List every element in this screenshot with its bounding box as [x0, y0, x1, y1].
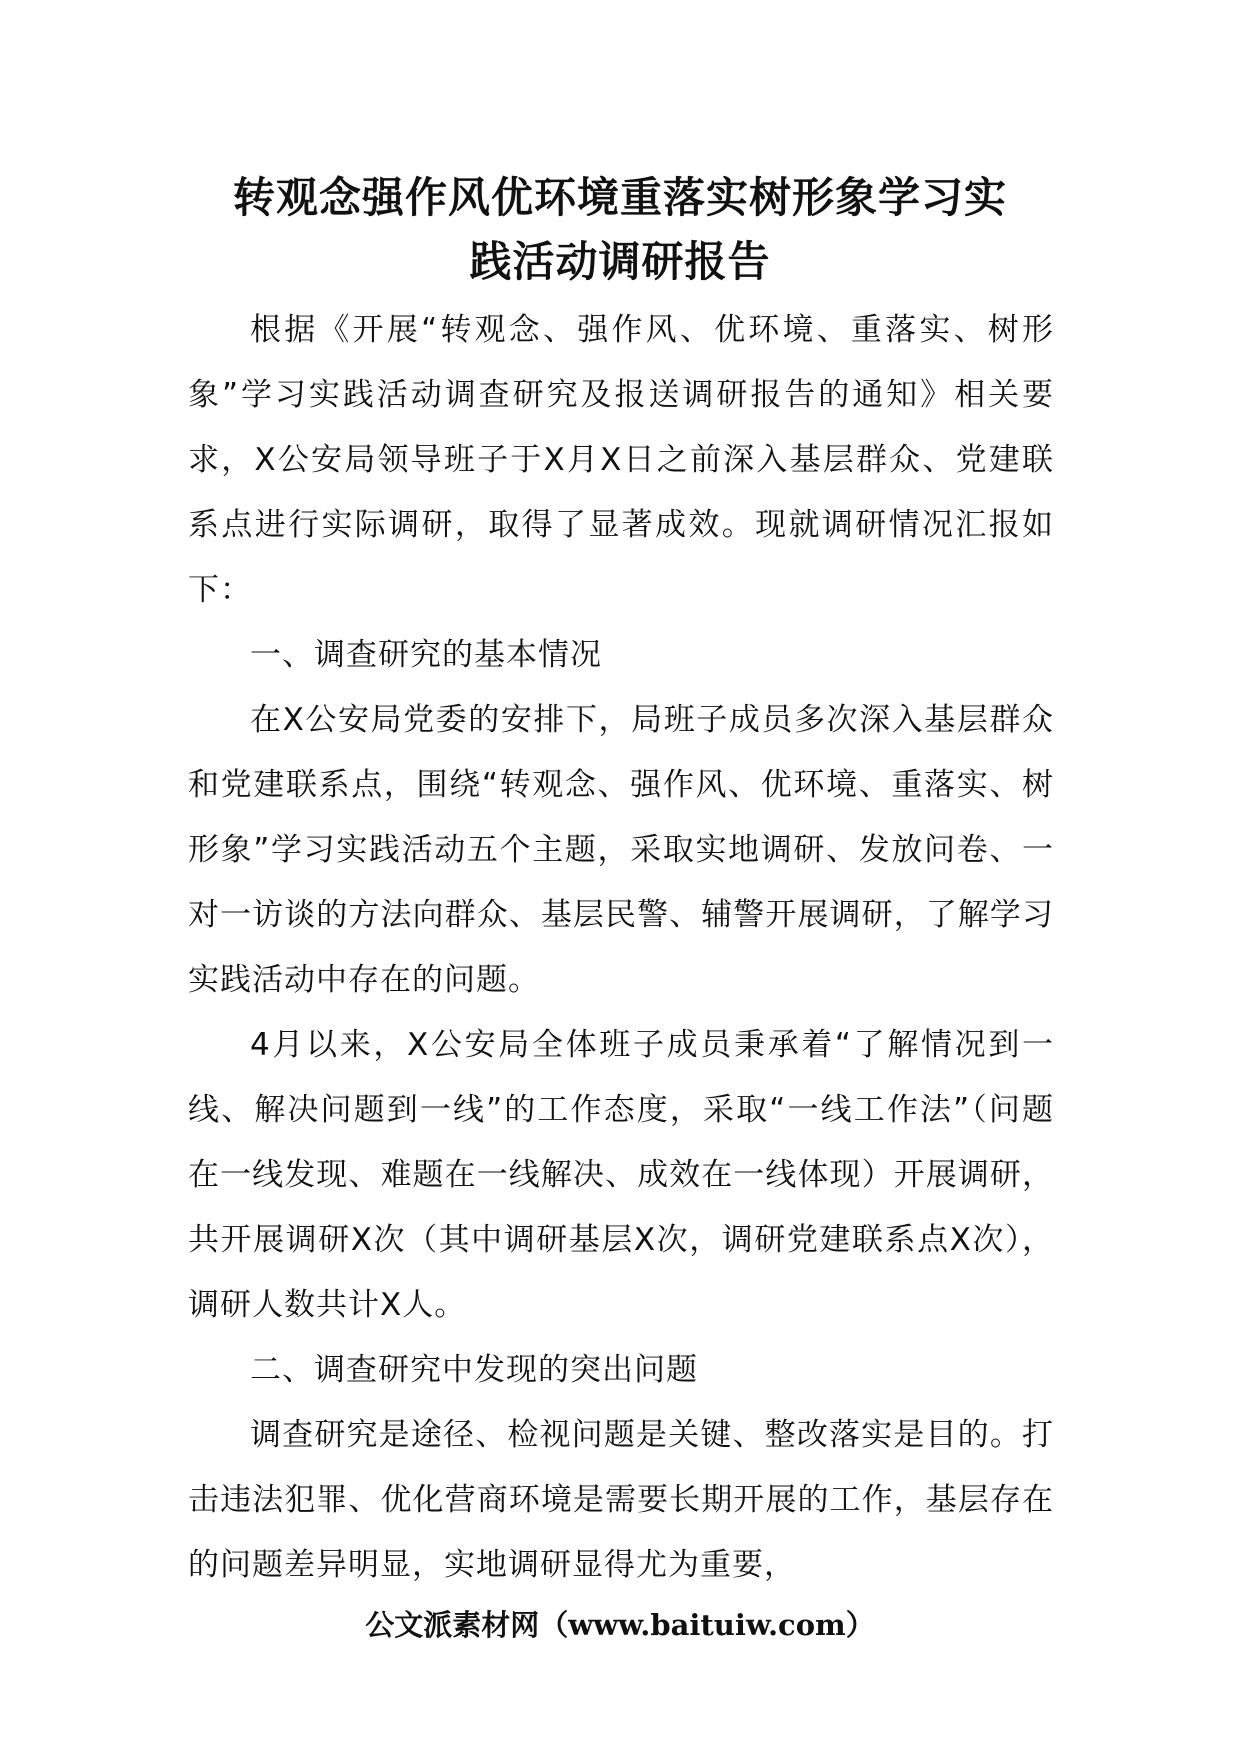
- paragraph-intro: 根据《开展“转观念、强作风、优环境、重落实、树形象”学习实践活动调查研究及报送调研报告的通知》相关要求，X公安局领导班子于X月X日之前深入基层群众、党建联系点进行实际调研，取得了显著成效。现就调研情况汇报如下：: [188, 312, 1054, 608]
- title-line-2: 践活动调研报告: [469, 237, 771, 286]
- section-heading-2: 二、调查研究中发现的突出问题: [250, 1352, 698, 1388]
- document-body: [188, 298, 1054, 1598]
- section-heading-1: 一、调查研究的基本情况: [250, 637, 602, 673]
- title-line-1: 转观念强作风优环境重落实树形象学习实: [232, 173, 1007, 222]
- paragraph-april-research: 4月以来，X公安局全体班子成员秉承着“了解情况到一线、解决问题到一线”的工作态度，采取“一线工作法”（问题在一线发现、难题在一线解决、成效在一线体现）开展调研，共开展调研X次（其中调研基层X次，调研党建联系点X次），调研人数共计X人。: [188, 1027, 1054, 1323]
- document-title: [180, 166, 1060, 294]
- paragraph-problems: 调查研究是途径、检视问题是关键、整改落实是目的。打击违法犯罪、优化营商环境是需要长期开展的工作，基层存在的问题差异明显，实地调研显得尤为重要，: [188, 1417, 1054, 1583]
- footer-watermark: 公文派素材网（www.baituiw.com）: [365, 1608, 875, 1642]
- paragraph-basic-situation: 在X公安局党委的安排下，局班子成员多次深入基层群众和党建联系点，围绕“转观念、强作风、优环境、重落实、树形象”学习实践活动五个主题，采取实地调研、发放问卷、一对一访谈的方法向群众、基层民警、辅警开展调研，了解学习实践活动中存在的问题。: [188, 702, 1054, 998]
